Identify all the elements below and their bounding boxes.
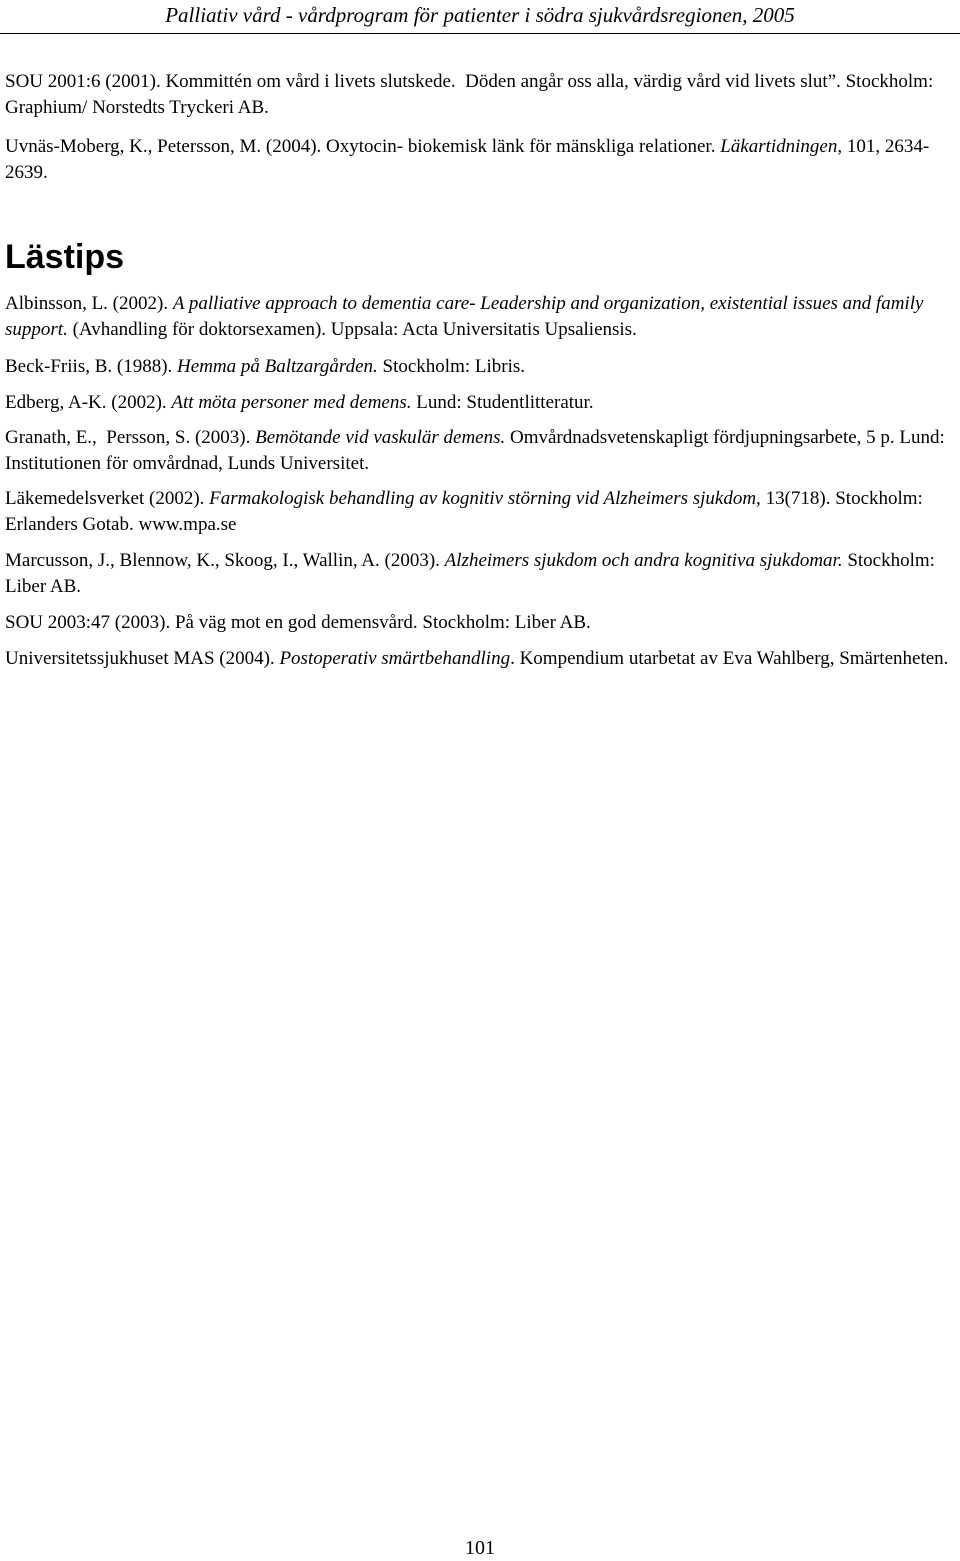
reading-tip-text: Stockholm: Liber AB. <box>5 550 940 597</box>
reading-tip-text: . Kompendium utarbetat av Eva Wahlberg, Smärtenheten. <box>510 648 949 669</box>
reading-tip-text: Stockholm: Libris. <box>377 356 526 377</box>
reference-text: SOU 2001:6 (2001). Kommittén om vård i livets slutskede. Döden angår oss alla, värdig vård vid livets slut”. Stockholm: Graphium/ Norstedts Tryckeri AB. <box>5 71 938 118</box>
reference-sou-2001 <box>5 69 955 121</box>
page-number: 101 <box>465 1537 495 1559</box>
reference-text: Uvnäs-Moberg, K., Petersson, M. (2004). Oxytocin- biokemisk länk för mänskliga relationer. <box>5 136 721 157</box>
reading-tip-granath <box>5 425 955 477</box>
reading-tip-text: Granath, E., Persson, S. (2003). <box>5 427 256 448</box>
reading-tip-text: Albinsson, L. (2002). <box>5 293 173 314</box>
reading-tip-lakemedelsverket <box>5 486 955 538</box>
reading-tip-text: SOU 2003:47 (2003). På väg mot en god demensvård. Stockholm: Liber AB. <box>5 612 591 633</box>
reading-tip-title: Farmakologisk behandling av kognitiv störning vid Alzheimers sjukdom, <box>209 488 761 509</box>
reading-tip-text: (Avhandling för doktorsexamen). Uppsala: Acta Universitatis Upsaliensis. <box>67 319 637 340</box>
reading-tip-title: Alzheimers sjukdom och andra kognitiva sjukdomar. <box>444 550 843 571</box>
reference-journal: Läkartidningen <box>720 136 838 157</box>
reading-tip-text: Beck-Friis, B. (1988). <box>5 356 178 377</box>
reading-tip-text: Universitetssjukhuset MAS (2004). <box>5 648 280 669</box>
reference-uvnas-moberg <box>5 134 955 186</box>
reference-text: , 101, 2634-2639. <box>5 136 930 183</box>
reading-tip-title: Bemötande vid vaskulär demens. <box>255 427 506 448</box>
header-divider <box>0 33 960 34</box>
running-header: Palliativ vård - vårdprogram för patienter i södra sjukvårdsregionen, 2005 <box>165 3 795 27</box>
reading-tip-text: Omvårdnadsvetenskapligt fördjupningsarbete, 5 p. Lund: Institutionen för omvårdnad, Lunds Universitet. <box>5 427 950 474</box>
reading-tip-beck-friis <box>5 354 955 380</box>
reading-tip-albinsson <box>5 291 955 343</box>
reading-tip-mas <box>5 646 955 672</box>
reading-tip-text: Lund: Studentlitteratur. <box>411 392 594 413</box>
reading-tip-title: Hemma på Baltzargården. <box>177 356 378 377</box>
reading-tip-title: Att möta personer med demens. <box>171 392 412 413</box>
reading-tip-text: Marcusson, J., Blennow, K., Skoog, I., Wallin, A. (2003). <box>5 550 445 571</box>
reading-tip-sou-2003 <box>5 610 955 636</box>
section-heading-lastips: Lästips <box>5 238 125 276</box>
reading-tip-title: Postoperativ smärtbehandling <box>279 648 511 669</box>
reading-tip-text: 13(718). Stockholm: Erlanders Gotab. www.mpa.se <box>5 488 928 535</box>
reading-tip-edberg <box>5 390 955 416</box>
reading-tip-marcusson <box>5 548 955 600</box>
reading-tip-title: A palliative approach to dementia care- Leadership and organization, existential issues and family support. <box>5 293 929 340</box>
reading-tip-text: Edberg, A-K. (2002). <box>5 392 172 413</box>
reading-tip-text: Läkemedelsverket (2002). <box>5 488 210 509</box>
